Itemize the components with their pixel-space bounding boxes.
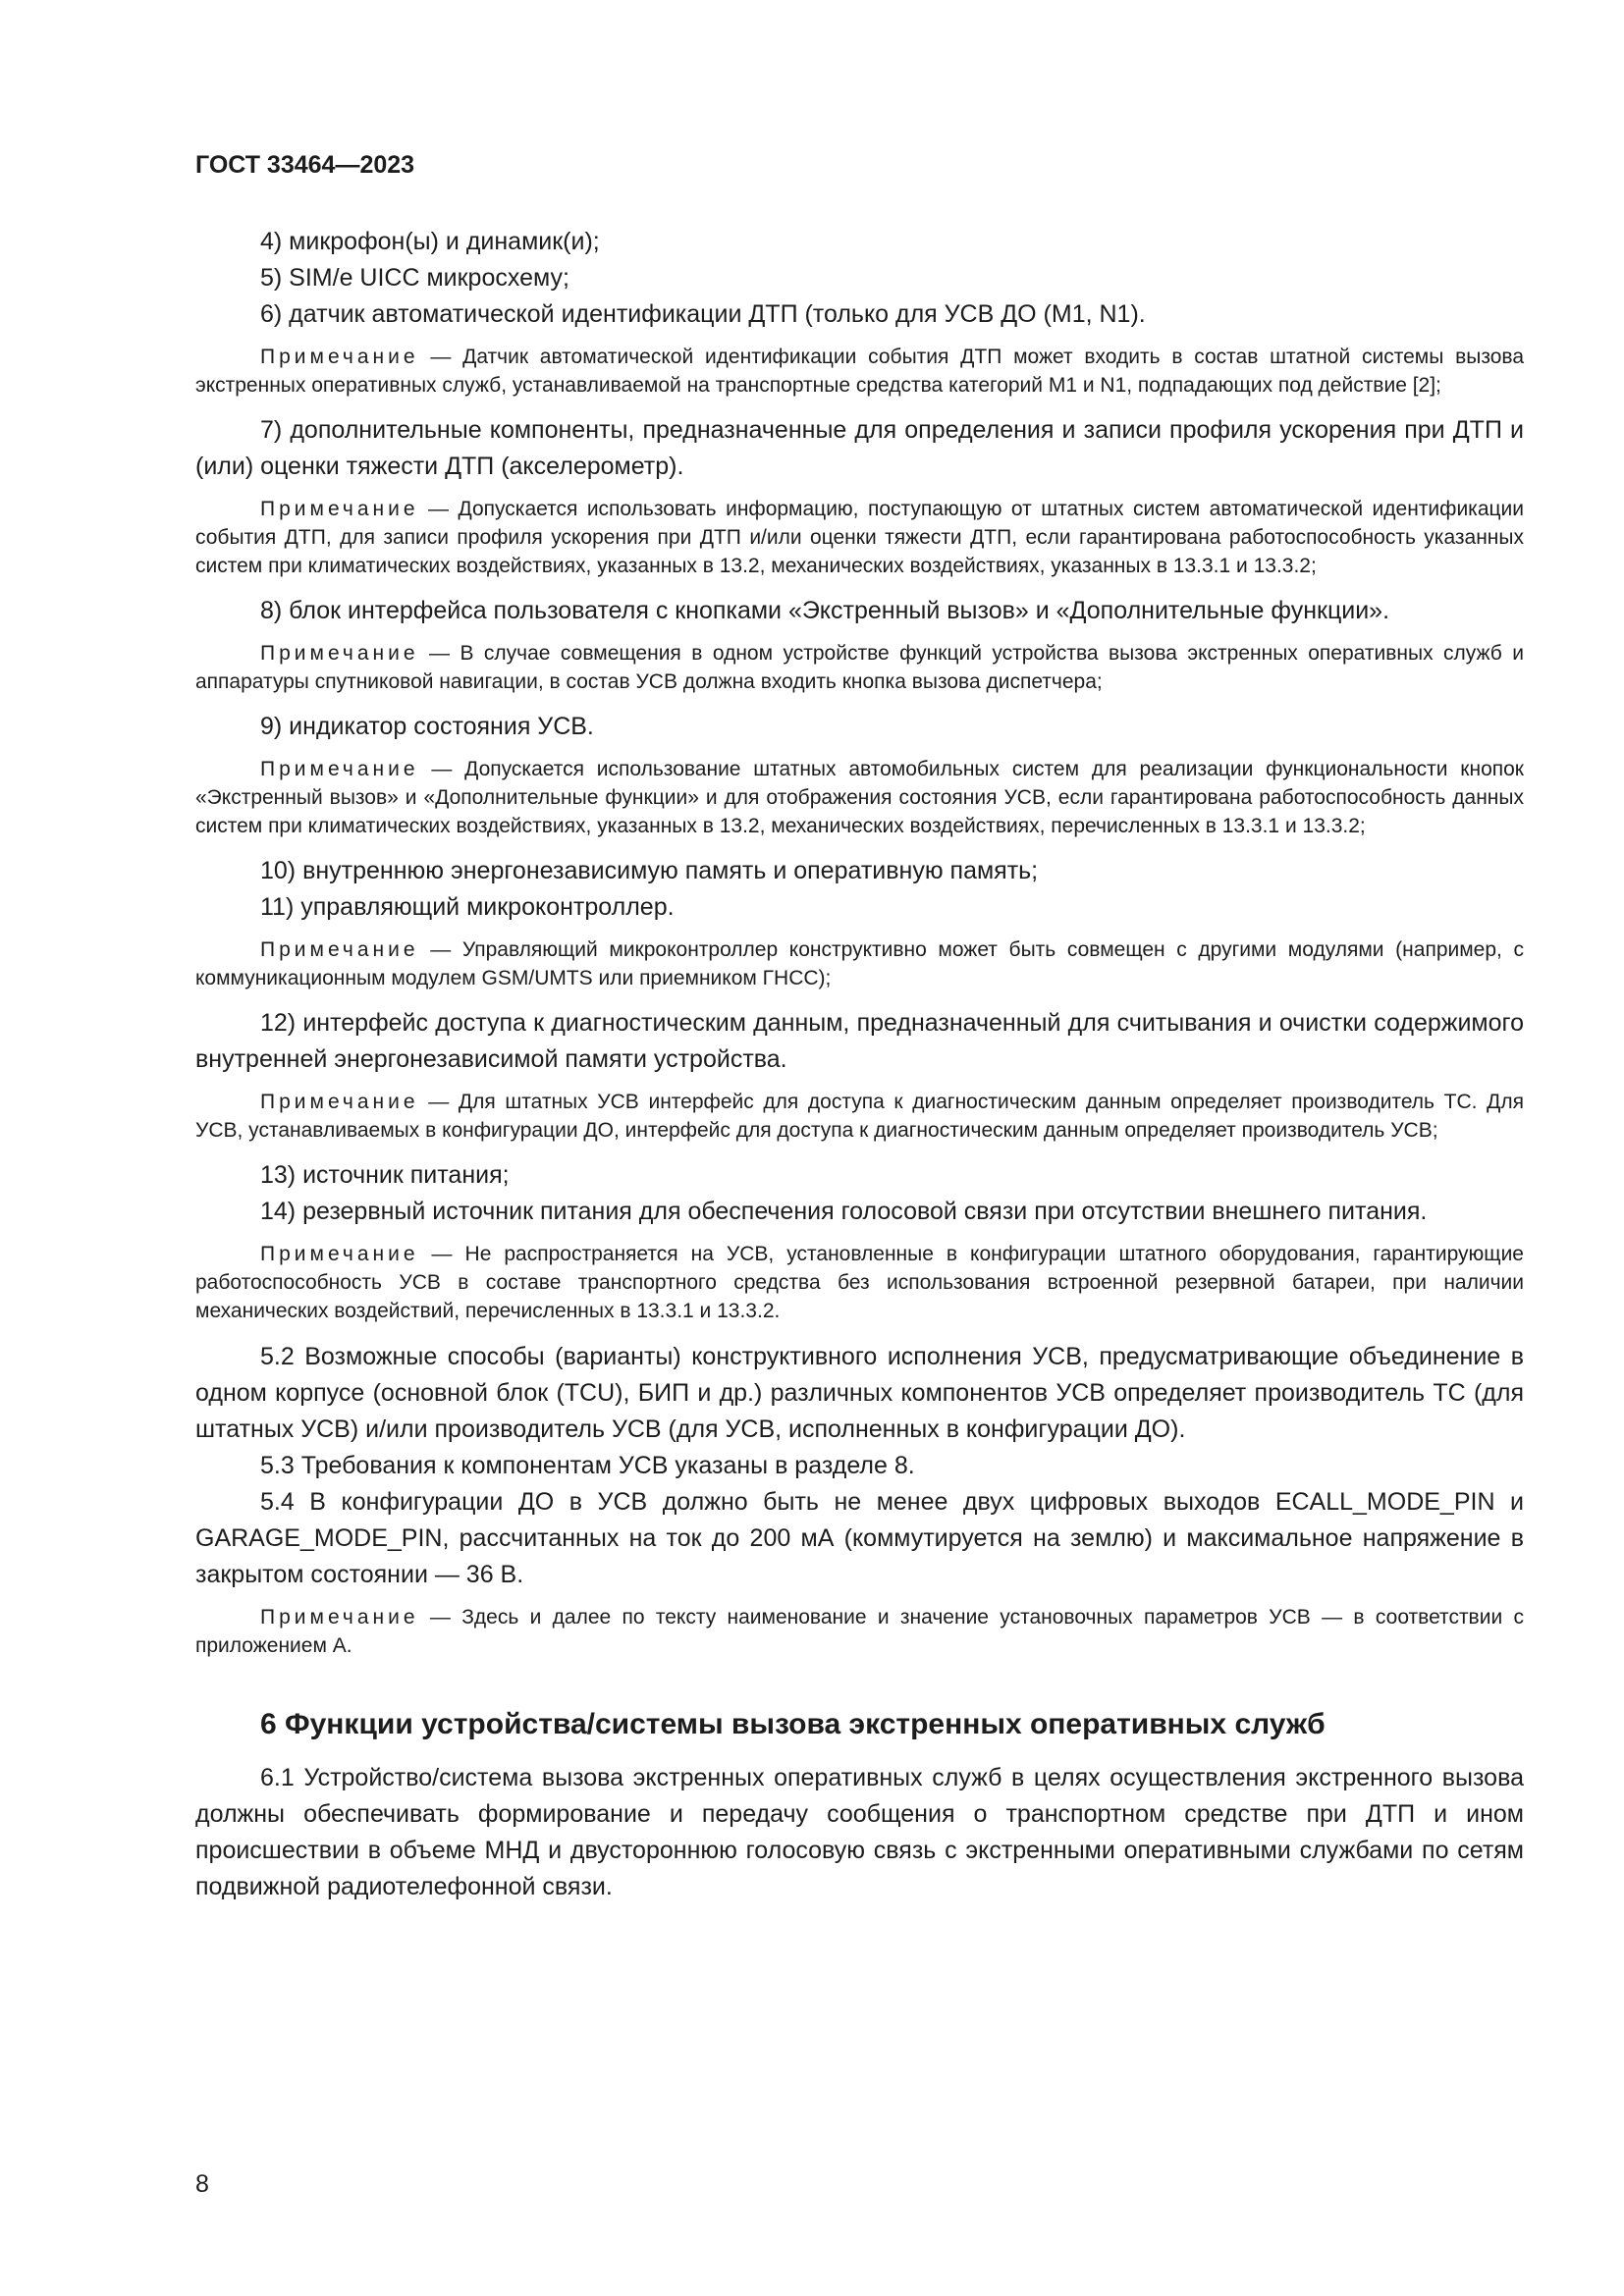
note-label: Примечание <box>260 1606 419 1629</box>
note-text: — Допускается использовать информацию, поступающую от штатных систем автоматической идентификации события ДТП, для записи профиля ускорения при ДТП и/или оценки тяжести ДТП, если гарантирована работоспособность указанных систем при климатических воздействиях, указанных в 13.2, механических воздействиях, указанных в 13.3.1 и 13.3.2; <box>195 498 1524 577</box>
note-2 <box>195 495 1524 580</box>
note-label: Примечание <box>260 938 419 961</box>
paragraph-5-2: 5.2 Возможные способы (варианты) конструктивного исполнения УСВ, предусматривающие объединение в одном корпусе (основной блок (TCU), БИП и др.) различных компонентов УСВ определяет производитель ТС (для штатных УСВ) и/или производитель УСВ (для УСВ, исполненных в конфигурации ДО). <box>195 1343 1524 1443</box>
note-text: — Для штатных УСВ интерфейс для доступа к диагностическим данным определяет производитель ТС. Для УСВ, устанавливаемых в конфигурации ДО, интерфейс для доступа к диагностическим данным определяет производитель УСВ; <box>195 1091 1524 1142</box>
list-item-12: 12) интерфейс доступа к диагностическим данным, предназначенный для считывания и очистки содержимого внутренней энергонезависимой памяти устройства. <box>195 1009 1524 1073</box>
note-text: — Датчик автоматической идентификации события ДТП может входить в состав штатной системы вызова экстренных оперативных служб, устанавливаемой на транспортные средства категорий М1 и N1, подпадающих под действие [2]; <box>195 346 1524 397</box>
note-text: — Управляющий микроконтроллер конструктивно может быть совмещен с другими модулями (например, с коммуникационным модулем GSM/UMTS или приемником ГНСС); <box>195 938 1524 989</box>
list-item-7: 7) дополнительные компоненты, предназначенные для определения и записи профиля ускорения при ДТП и (или) оценки тяжести ДТП (акселерометр). <box>195 416 1524 480</box>
note-label: Примечание <box>260 758 419 780</box>
note-5 <box>195 935 1524 992</box>
note-label: Примечание <box>260 1091 419 1113</box>
list-item-4: 4) микрофон(ы) и динамик(и); <box>260 228 600 255</box>
paragraph-5-4: 5.4 В конфигурации ДО в УСВ должно быть не менее двух цифровых выходов ECALL_MODE_PIN и GARAGE_MODE_PIN, рассчитанных на ток до 200 мА (коммутируется на землю) и максимальное напряжение в закрытом состоянии — 36 В. <box>195 1488 1524 1588</box>
note-8 <box>195 1603 1524 1660</box>
list-item-14: 14) резервный источник питания для обеспечения голосовой связи при отсутствии внешнего питания. <box>260 1198 1428 1225</box>
list-item-8: 8) блок интерфейса пользователя с кнопками «Экстренный вызов» и «Дополнительные функции». <box>260 597 1390 624</box>
list-item-6: 6) датчик автоматической идентификации ДТП (только для УСВ ДО (М1, N1). <box>260 300 1146 328</box>
note-text: — Не распространяется на УСВ, установленные в конфигурации штатного оборудования, гарантирующие работоспособность УСВ в составе транспортного средства без использования встроенной резервной батареи, при наличии механических воздействий, перечисленных в 13.3.1 и 13.3.2. <box>195 1243 1524 1322</box>
note-7 <box>195 1240 1524 1325</box>
list-item-5: 5) SIM/e UICC микросхему; <box>260 264 569 292</box>
paragraph-6-1: 6.1 Устройство/система вызова экстренных оперативных служб в целях осуществления экстренного вызова должны обеспечивать формирование и передачу сообщения о транспортном средстве при ДТП и ином происшествии в объеме МНД и двустороннюю голосовую связь с экстренными оперативными службами по сетям подвижной радиотелефонной связи. <box>195 1764 1524 1900</box>
note-label: Примечание <box>260 642 419 665</box>
paragraph-5-3: 5.3 Требования к компонентам УСВ указаны в разделе 8. <box>260 1452 915 1479</box>
list-item-9: 9) индикатор состояния УСВ. <box>260 713 594 740</box>
list-item-10: 10) внутреннюю энергонезависимую память и оперативную память; <box>260 857 1039 884</box>
note-3 <box>195 639 1524 696</box>
note-label: Примечание <box>260 346 419 368</box>
note-6 <box>195 1088 1524 1145</box>
section-6-title: 6 Функции устройства/системы вызова экстренных оперативных служб <box>260 1708 1326 1740</box>
document-body <box>195 224 1524 1905</box>
list-item-13: 13) источник питания; <box>260 1161 510 1189</box>
note-1 <box>195 343 1524 400</box>
note-4 <box>195 755 1524 840</box>
page-number: 8 <box>195 2170 209 2198</box>
note-text: — Здесь и далее по тексту наименование и значение установочных параметров УСВ — в соответствии с приложением А. <box>195 1606 1524 1657</box>
note-text: — В случае совмещения в одном устройстве функций устройства вызова экстренных оперативных служб и аппаратуры спутниковой навигации, в состав УСВ должна входить кнопка вызова диспетчера; <box>195 642 1524 693</box>
note-text: — Допускается использование штатных автомобильных систем для реализации функциональности кнопок «Экстренный вызов» и «Дополнительные функции» и для отображения состояния УСВ, если гарантирована работоспособность данных систем при климатических воздействиях, указанных в 13.2, механических воздействиях, перечисленных в 13.3.1 и 13.3.2; <box>195 758 1524 837</box>
document-header: ГОСТ 33464—2023 <box>195 151 415 179</box>
note-label: Примечание <box>260 498 419 520</box>
list-item-11: 11) управляющий микроконтроллер. <box>260 893 675 921</box>
note-label: Примечание <box>260 1243 419 1265</box>
